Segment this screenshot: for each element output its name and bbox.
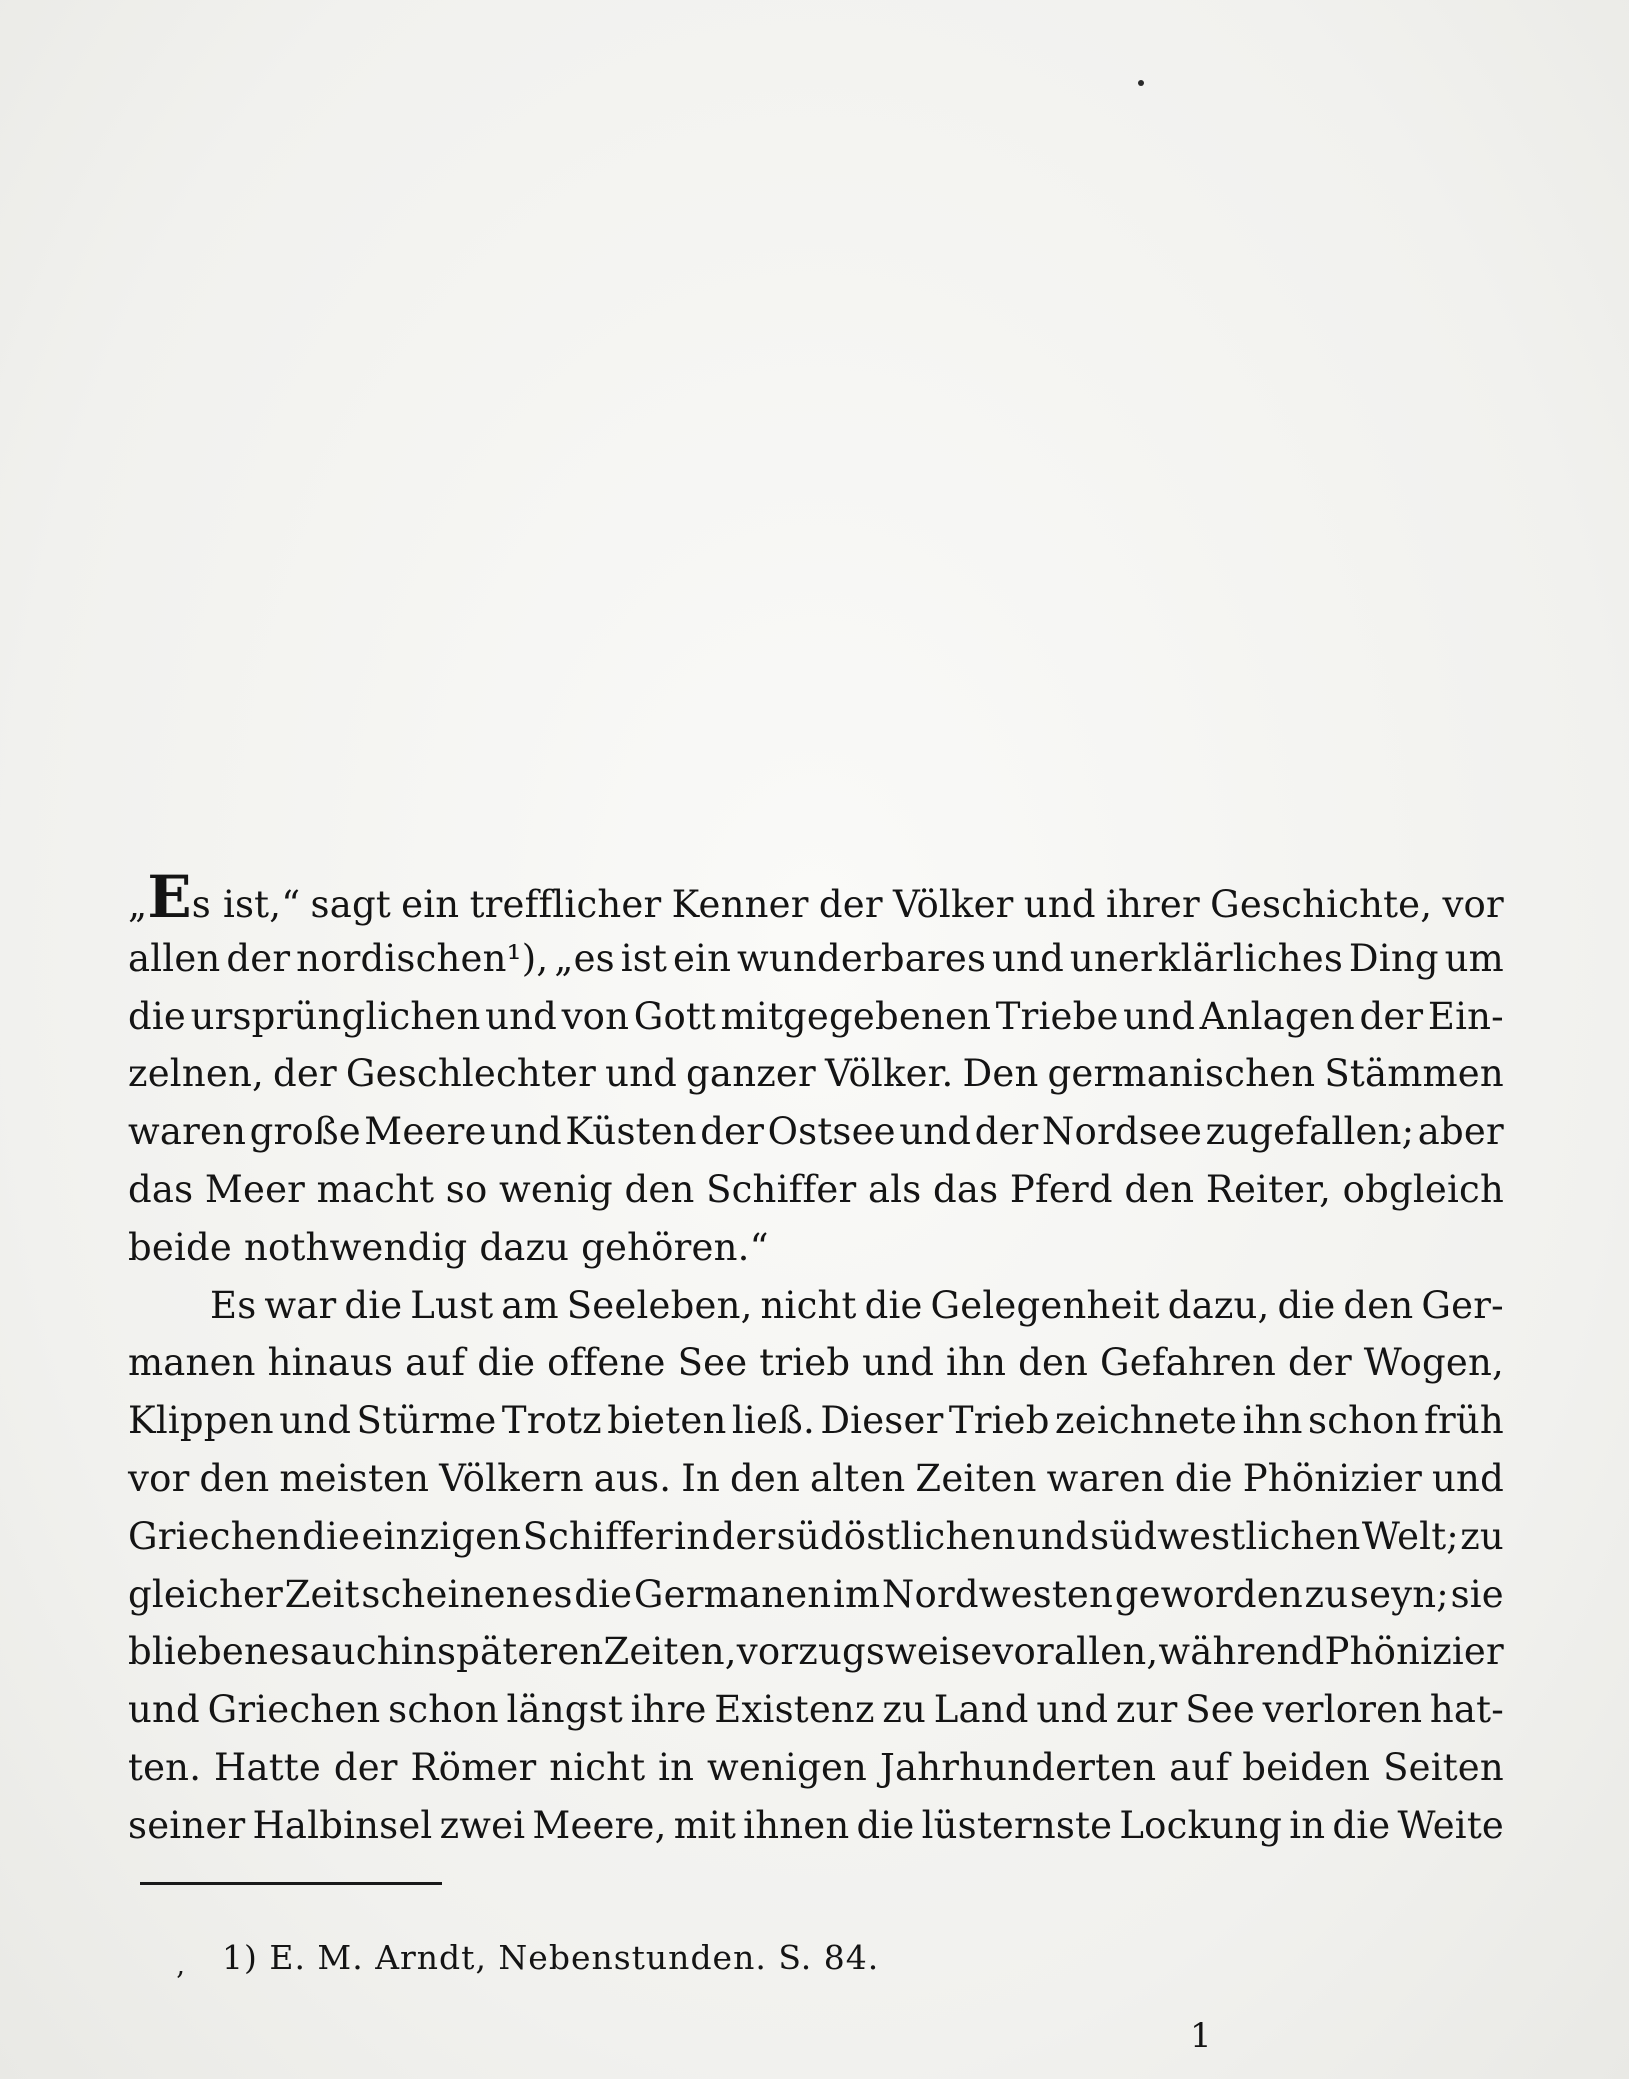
- text-line: [128, 1045, 1504, 1103]
- word: germanischen: [1047, 1052, 1316, 1096]
- text-line: [128, 1623, 1504, 1681]
- text-line: [128, 1450, 1504, 1508]
- word: und: [899, 1110, 972, 1154]
- word: den: [1124, 1167, 1195, 1211]
- word: Meere,: [532, 1803, 667, 1847]
- word: See: [1185, 1688, 1255, 1732]
- word: In: [681, 1456, 721, 1500]
- word: die: [1174, 1456, 1233, 1500]
- word: der: [974, 1110, 1039, 1154]
- word: Den: [962, 1052, 1039, 1096]
- word: ursprünglichen: [190, 994, 481, 1038]
- word: Land: [933, 1688, 1029, 1732]
- word: ein: [401, 883, 460, 926]
- text-line: [128, 1508, 1504, 1566]
- word: nordischen¹),: [296, 936, 549, 980]
- body-text: [128, 863, 1504, 1855]
- word: seiner: [128, 1803, 246, 1847]
- word: Völker: [892, 883, 1014, 926]
- word: alten: [809, 1456, 906, 1500]
- word: hat-: [1429, 1688, 1504, 1732]
- word: See: [677, 1341, 748, 1385]
- word: die: [128, 994, 187, 1038]
- word: vorzugsweise: [736, 1630, 993, 1674]
- footnote: 1) E. M. Arndt, Nebenstunden. S. 84.: [222, 1938, 880, 1977]
- word: Zeiten: [915, 1456, 1037, 1500]
- word: und: [1036, 1688, 1109, 1732]
- word: die: [477, 1341, 536, 1385]
- word: ihnen: [743, 1803, 850, 1847]
- word: ließ.: [731, 1399, 815, 1443]
- word: gleicher: [128, 1572, 283, 1616]
- word: seyn;: [1349, 1572, 1449, 1616]
- word: Existenz: [714, 1688, 875, 1732]
- word: Geschlechter: [345, 1052, 597, 1096]
- word: ist: [620, 936, 668, 980]
- word: hinaus: [267, 1341, 394, 1385]
- word: Schiffer: [706, 1167, 857, 1211]
- text-line: [128, 1392, 1504, 1450]
- word: allen: [128, 936, 221, 980]
- word: Völker.: [824, 1052, 954, 1096]
- word: einzigen: [361, 1514, 522, 1558]
- word: mitgegebenen: [720, 994, 992, 1038]
- word: Phönizier: [1324, 1630, 1504, 1674]
- word: wunderbares: [737, 936, 987, 980]
- initial-letter: E: [147, 863, 192, 931]
- word: waren: [1046, 1456, 1165, 1500]
- word: Griechen: [128, 1514, 301, 1558]
- word: der: [1359, 994, 1424, 1038]
- word: Weite: [1397, 1803, 1504, 1847]
- word: Römer: [410, 1745, 537, 1789]
- text-line: [128, 1161, 1504, 1219]
- word: obgleich: [1342, 1167, 1504, 1211]
- word: vor: [128, 1456, 190, 1500]
- paragraph-2: [128, 1277, 1504, 1855]
- word: Geschichte,: [1210, 883, 1433, 926]
- word: Dieser: [820, 1399, 944, 1443]
- word: sie: [1450, 1572, 1504, 1616]
- word: um: [1444, 936, 1504, 980]
- word: den: [199, 1456, 270, 1500]
- word: die: [302, 1514, 361, 1558]
- ink-speck: [1138, 80, 1144, 86]
- word: Germanen: [633, 1572, 832, 1616]
- word: zeichnete: [1055, 1399, 1238, 1443]
- word: Wogen,: [1363, 1341, 1504, 1385]
- word: den: [730, 1456, 801, 1500]
- word: und: [1016, 1514, 1089, 1558]
- word: und: [279, 1399, 352, 1443]
- word: Pferd: [1009, 1167, 1113, 1211]
- word: Ger-: [1421, 1283, 1504, 1327]
- text-line: [128, 1566, 1504, 1624]
- paragraph-1: [128, 863, 1504, 1277]
- word: waren: [128, 1110, 247, 1154]
- word: zwei: [439, 1803, 526, 1847]
- word: Zeit: [284, 1572, 360, 1616]
- word: war: [264, 1283, 337, 1327]
- word: den: [1343, 1283, 1414, 1327]
- word: Anlagen: [1199, 994, 1355, 1038]
- word: ein: [672, 936, 732, 980]
- word: und: [490, 1110, 562, 1154]
- word: nicht: [549, 1745, 646, 1789]
- text-line: [128, 988, 1504, 1046]
- word: der: [226, 936, 291, 980]
- word: Gott: [633, 994, 717, 1038]
- word: südwestlichen: [1090, 1514, 1361, 1558]
- word: zu: [1304, 1572, 1349, 1616]
- word: bieten: [607, 1399, 727, 1443]
- word: während: [1158, 1630, 1325, 1674]
- word: auf: [405, 1341, 466, 1385]
- word: Reiter,: [1205, 1167, 1332, 1211]
- word: und: [1432, 1456, 1504, 1500]
- word: macht: [316, 1167, 435, 1211]
- word: wenigen: [707, 1745, 868, 1789]
- word: Phönizier: [1242, 1456, 1423, 1500]
- word: beiden: [1242, 1745, 1371, 1789]
- word: Gelegenheit: [930, 1283, 1160, 1327]
- word: die: [856, 1803, 915, 1847]
- text-line: [128, 1277, 1504, 1335]
- word: zelnen,: [128, 1052, 264, 1096]
- word: Ein-: [1427, 994, 1504, 1038]
- word: Welt;: [1361, 1514, 1459, 1558]
- word: allen,: [1053, 1630, 1159, 1674]
- word: Trotz: [501, 1399, 602, 1443]
- word: Stürme: [356, 1399, 497, 1443]
- word: trefflicher: [469, 883, 662, 926]
- word: das: [933, 1167, 999, 1211]
- page-number: 1: [1190, 2016, 1212, 2056]
- word: meisten: [279, 1456, 430, 1500]
- text-line: [128, 1739, 1504, 1797]
- word: ihrer: [1105, 883, 1200, 926]
- word: Meer: [204, 1167, 306, 1211]
- word: trieb: [759, 1341, 851, 1385]
- word: späteren: [436, 1630, 604, 1674]
- word: das: [128, 1167, 194, 1211]
- word: Lockung: [1119, 1803, 1283, 1847]
- word: im: [832, 1572, 881, 1616]
- text-line: [128, 1103, 1504, 1161]
- text-line: [128, 1681, 1504, 1739]
- first-word: „Es ist,“: [128, 863, 301, 931]
- word: mit: [673, 1803, 737, 1847]
- word: die: [1277, 1283, 1336, 1327]
- word: der: [333, 1745, 398, 1789]
- word: es: [268, 1630, 310, 1674]
- text-line: [128, 863, 1504, 931]
- word: in: [674, 1514, 711, 1558]
- word: Ding: [1348, 936, 1439, 980]
- word: Schiffer: [522, 1514, 673, 1558]
- word: offene: [547, 1341, 666, 1385]
- word: Griechen: [207, 1688, 381, 1732]
- word: Nordwesten: [881, 1572, 1114, 1616]
- word: am: [501, 1283, 559, 1327]
- word: die: [1332, 1803, 1391, 1847]
- word: Gefahren: [1100, 1341, 1277, 1385]
- footnote-mark: ‚: [176, 1948, 185, 1981]
- word: und: [485, 994, 558, 1038]
- word: Seeleben,: [566, 1283, 753, 1327]
- word: ganzer: [686, 1052, 816, 1096]
- text-line: [128, 1219, 1504, 1277]
- word: Zeiten,: [603, 1630, 737, 1674]
- word: Stämmen: [1324, 1052, 1504, 1096]
- word: Seiten: [1383, 1745, 1504, 1789]
- word: Halbinsel: [252, 1803, 433, 1847]
- word: ihn: [1242, 1399, 1303, 1443]
- word: der: [272, 1052, 337, 1096]
- word: schon: [388, 1688, 499, 1732]
- word: sagt: [310, 883, 391, 926]
- word: die: [864, 1283, 923, 1327]
- word: Es: [210, 1283, 257, 1327]
- word: vor: [992, 1630, 1054, 1674]
- word: es: [531, 1572, 573, 1616]
- word: geworden: [1114, 1572, 1303, 1616]
- text-line: [128, 1334, 1504, 1392]
- word: schon: [1308, 1399, 1419, 1443]
- word: Völkern: [439, 1456, 584, 1500]
- word: Triebe: [995, 994, 1119, 1038]
- word: scheinen: [361, 1572, 530, 1616]
- word: der: [1287, 1341, 1352, 1385]
- word: beide nothwendig dazu gehören.“: [128, 1225, 769, 1269]
- word: Ostsee: [767, 1110, 896, 1154]
- footnote-rule: [140, 1882, 442, 1885]
- word: zugefallen;: [1205, 1110, 1415, 1154]
- word: Meere: [364, 1110, 487, 1154]
- word: unerklärliches: [1069, 936, 1344, 980]
- word: aus.: [593, 1456, 672, 1500]
- word: Jahrhunderten: [879, 1745, 1157, 1789]
- word: s ist,“: [191, 883, 301, 926]
- word: die: [344, 1283, 403, 1327]
- word: früh: [1424, 1399, 1504, 1443]
- word: große: [249, 1110, 361, 1154]
- word: und: [992, 936, 1064, 980]
- word: nicht: [760, 1283, 857, 1327]
- word: blieben: [128, 1630, 269, 1674]
- word: vor: [1442, 883, 1504, 926]
- word: auch: [309, 1630, 401, 1674]
- word: Lust: [410, 1283, 494, 1327]
- word: Klippen: [128, 1399, 274, 1443]
- word: ihre: [630, 1688, 707, 1732]
- word: und: [1123, 994, 1196, 1038]
- word: ten.: [128, 1745, 202, 1789]
- word: so: [445, 1167, 488, 1211]
- word: und: [1023, 883, 1096, 926]
- word: und: [128, 1688, 200, 1732]
- word: in: [658, 1745, 695, 1789]
- word: der: [818, 883, 883, 926]
- word: und: [862, 1341, 935, 1385]
- word: in: [1289, 1803, 1326, 1847]
- text-line: [128, 930, 1504, 988]
- word: zu: [1460, 1514, 1504, 1558]
- word: und: [605, 1052, 678, 1096]
- word: auf: [1169, 1745, 1230, 1789]
- word: Nordsee: [1041, 1110, 1203, 1154]
- word: Küsten: [565, 1110, 697, 1154]
- word: Kenner: [671, 883, 809, 926]
- word: in: [400, 1630, 437, 1674]
- word: von: [561, 994, 630, 1038]
- word: Trieb: [948, 1399, 1050, 1443]
- word: den: [1018, 1341, 1089, 1385]
- word: manen: [128, 1341, 256, 1385]
- word: wenig: [499, 1167, 613, 1211]
- word: den: [624, 1167, 695, 1211]
- word: lüsternste: [921, 1803, 1113, 1847]
- word: „es: [554, 936, 615, 980]
- word: südöstlichen: [776, 1514, 1016, 1558]
- word: der: [711, 1514, 776, 1558]
- word: ihn: [946, 1341, 1007, 1385]
- word: verloren: [1262, 1688, 1423, 1732]
- word: längst: [506, 1688, 623, 1732]
- word: zur: [1115, 1688, 1178, 1732]
- word: dazu,: [1167, 1283, 1270, 1327]
- word: der: [700, 1110, 765, 1154]
- word: Hatte: [214, 1745, 321, 1789]
- word: die: [574, 1572, 633, 1616]
- text-line: [128, 1797, 1504, 1855]
- word: zu: [882, 1688, 927, 1732]
- word: aber: [1417, 1110, 1504, 1154]
- word: als: [867, 1167, 922, 1211]
